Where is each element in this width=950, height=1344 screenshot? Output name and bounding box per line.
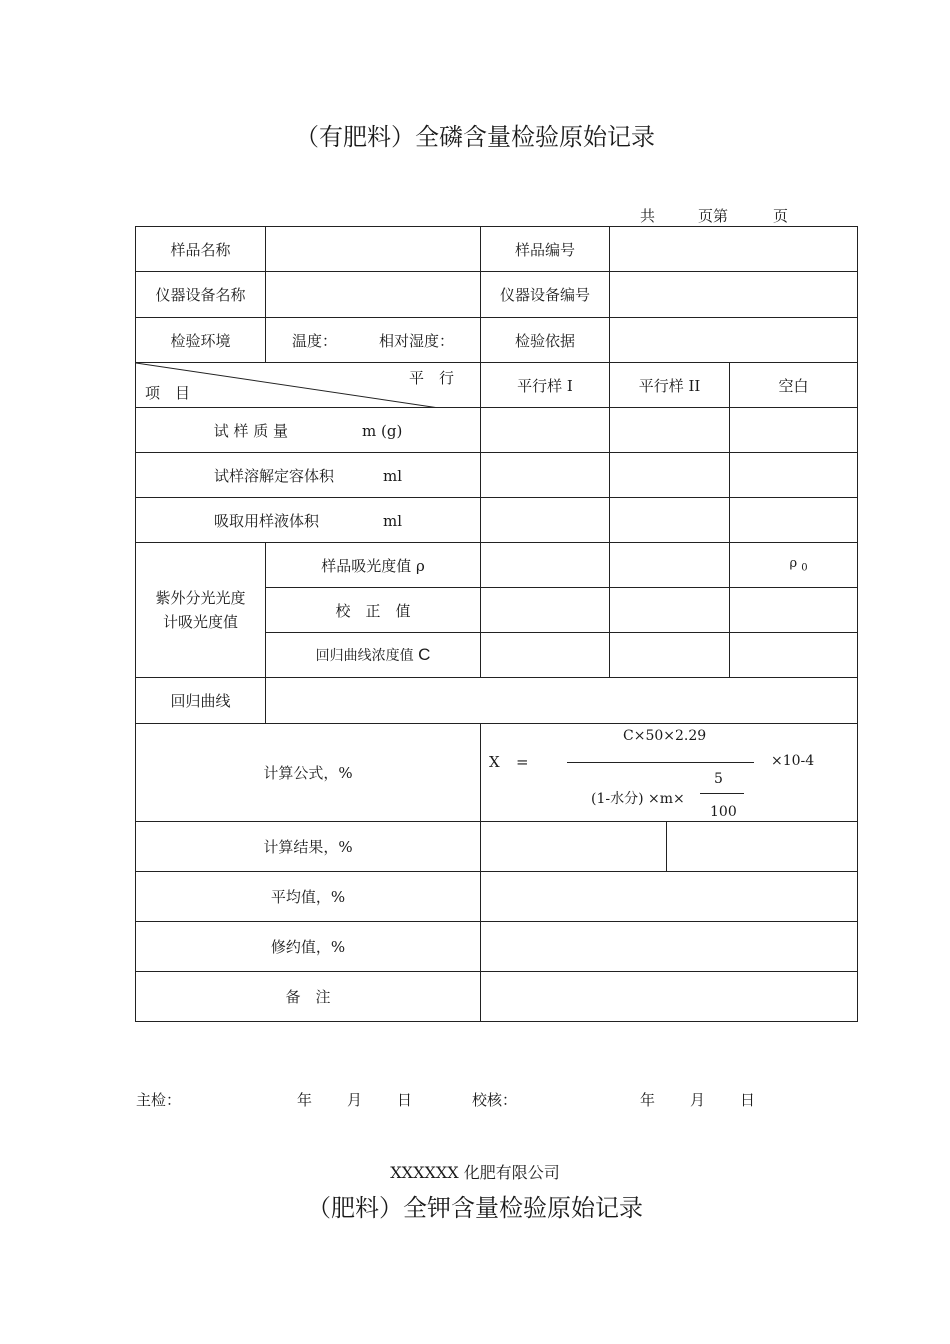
rho0-subscript: 0	[801, 562, 808, 574]
document-title: （有肥料）全磷含量检验原始记录	[295, 123, 655, 151]
aliquot-p2[interactable]	[610, 498, 730, 543]
record-table	[135, 226, 858, 1022]
checker-year: 年	[640, 1091, 656, 1109]
instrument-no-label: 仪器设备编号	[481, 272, 610, 318]
instrument-name-label: 仪器设备名称	[136, 272, 266, 318]
env-field[interactable]	[266, 318, 481, 363]
col-parallel-1: 平行样 I	[481, 363, 610, 408]
curve-conc-cell	[266, 633, 481, 678]
correction-label: 校 正 值	[266, 588, 481, 633]
formula-main-bar	[567, 762, 754, 763]
absorbance-label: 样品吸光度值 ρ	[266, 543, 481, 588]
uv-group-label: 紫外分光光度 计吸光度值	[136, 543, 266, 678]
inspector-year: 年	[297, 1091, 313, 1109]
curve-conc-p1[interactable]	[481, 633, 610, 678]
average-label: 平均值，%	[136, 872, 481, 922]
diag-parallel-label: 平 行	[408, 369, 454, 387]
remarks-label: 备 注	[136, 972, 481, 1022]
aliquot-p1[interactable]	[481, 498, 610, 543]
mass-unit: m (g)	[362, 421, 403, 440]
absorbance-p2[interactable]	[610, 543, 730, 588]
sample-no-label: 样品编号	[481, 227, 610, 272]
volume-p1[interactable]	[481, 453, 610, 498]
inspector-label: 主检：	[136, 1091, 182, 1109]
basis-label: 检验依据	[481, 318, 610, 363]
diagonal-header-cell	[136, 363, 481, 408]
formula-label: 计算公式，%	[136, 724, 481, 822]
average-field[interactable]	[481, 872, 858, 922]
sample-no-field[interactable]	[610, 227, 858, 272]
curve-field[interactable]	[266, 678, 858, 724]
correction-blank[interactable]	[730, 588, 858, 633]
result-p2[interactable]	[667, 822, 858, 872]
rho0-cell[interactable]	[730, 543, 858, 588]
page-end-label: 页	[773, 207, 789, 225]
inspector-month: 月	[347, 1091, 363, 1109]
mass-p1[interactable]	[481, 408, 610, 453]
aliquot-label: 吸取用样液体积	[213, 511, 319, 530]
aliquot-blank[interactable]	[730, 498, 858, 543]
formula-eq: =	[516, 753, 529, 771]
formula-numerator: C×50×2.29	[623, 728, 707, 744]
page-current-label: 页第	[698, 207, 729, 225]
formula-cell	[481, 724, 858, 822]
instrument-name-field[interactable]	[266, 272, 481, 318]
rounded-field[interactable]	[481, 922, 858, 972]
aliquot-row-label	[136, 498, 481, 543]
correction-p1[interactable]	[481, 588, 610, 633]
volume-label: 试样溶解定容体积	[213, 466, 334, 485]
formula-x: X	[489, 753, 500, 771]
temperature-label: 温度：	[291, 331, 337, 350]
sample-name-label: 样品名称	[136, 227, 266, 272]
page-total-label: 共	[640, 207, 656, 225]
formula-frac-bar	[700, 793, 744, 794]
curve-conc-symbol: C	[418, 645, 431, 664]
mass-p2[interactable]	[610, 408, 730, 453]
formula-factor: ×10-4	[771, 753, 815, 769]
col-blank: 空白	[730, 363, 858, 408]
curve-conc-p2[interactable]	[610, 633, 730, 678]
formula-denominator: (1-水分) ×m×	[591, 791, 685, 807]
volume-unit: ml	[382, 466, 403, 485]
curve-label: 回归曲线	[136, 678, 266, 724]
aliquot-unit: ml	[382, 511, 403, 530]
inspector-day: 日	[397, 1091, 413, 1109]
correction-p2[interactable]	[610, 588, 730, 633]
instrument-no-field[interactable]	[610, 272, 858, 318]
col-parallel-2: 平行样 II	[610, 363, 730, 408]
volume-p2[interactable]	[610, 453, 730, 498]
next-document-title: （肥料）全钾含量检验原始记录	[307, 1194, 643, 1222]
mass-label: 试 样 质 量	[213, 421, 288, 440]
mass-row-label	[136, 408, 481, 453]
basis-field[interactable]	[610, 318, 858, 363]
result-label: 计算结果，%	[136, 822, 481, 872]
rounded-label: 修约值，%	[136, 922, 481, 972]
formula-frac-den: 100	[710, 804, 737, 820]
curve-conc-label: 回归曲线浓度值	[315, 648, 414, 664]
volume-row-label	[136, 453, 481, 498]
checker-label: 校核：	[472, 1091, 518, 1109]
mass-blank[interactable]	[730, 408, 858, 453]
absorbance-p1[interactable]	[481, 543, 610, 588]
rho0-symbol: ρ	[789, 556, 798, 572]
result-p1[interactable]	[481, 822, 667, 872]
sample-name-field[interactable]	[266, 227, 481, 272]
env-label: 检验环境	[136, 318, 266, 363]
company-name: XXXXXX 化肥有限公司	[390, 1163, 560, 1182]
curve-conc-blank[interactable]	[730, 633, 858, 678]
formula-frac-num: 5	[714, 771, 723, 787]
checker-month: 月	[690, 1091, 706, 1109]
checker-day: 日	[740, 1091, 756, 1109]
volume-blank[interactable]	[730, 453, 858, 498]
diag-item-label: 项 目	[145, 384, 191, 402]
humidity-label: 相对湿度：	[379, 331, 455, 350]
remarks-field[interactable]	[481, 972, 858, 1022]
